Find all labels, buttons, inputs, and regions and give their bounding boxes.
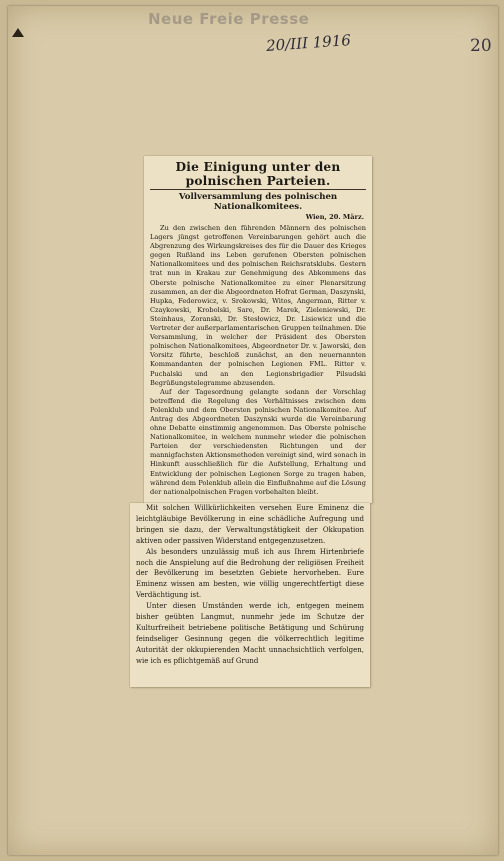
article-paragraph: Zu den zwischen den führenden Männern des polnischen Lagers jüngst getroffenen Vereinbarungen gehört auch die Abgrenzung des Wirkungskreises des für die Dauer des Krieges gegen Rußland ins Leben gerufenen Obersten polnischen Nationalkomitees und des polnischen Reichsratsklubs. Gestern trat nun in Krakau zur Genehmigung des Abkommens das Oberste polnische Nationalkomitee zu einer Plenarsitzung zusammen, an der die Abgeordneten Hofrat German, Daszynski, Hupka, Federowicz, v. Srokowski, Witos, Angerman, Ritter v. Czaykowski, Krobolski, Sare, Dr. Marek, Zieleniewski, Dr. Steinhaus, Zoranski, Dr. Stesłowicz, Dr. Lisiewicz und die Vertreter der außerparlamentarischen Gruppen teilnahmen. Die Versammlung, in welcher der Präsident des Obersten polnischen Nationalkomitees, Abgeordneter Dr. v. Jaworski, den Vorsitz führte, beschloß zunächst, an den neuernannten Kommandanten der polnischen Legionen FML. Ritter v. Puchalski und an den Legionsbrigadier Pilsudski Begrüßungstelegramme abzusenden. (150, 224, 366, 387)
newspaper-clipping-article (144, 156, 372, 503)
article-subheadline: Vollversammlung des polnischen Nationalkomitees. (178, 192, 338, 212)
article-paragraph: Unter diesen Umständen werde ich, entgegen meinem bisher geübten Langmut, nunmehr jede im Schutze der Kulturfreiheit betriebene politische Betätigung und Schürung feindseliger Gesinnung gegen die völkerrechtlich legitime Autorität der okkupierenden Macht unnachsichtlich verfolgen, wie ich es pflichtgemäß auf Grund (136, 602, 364, 665)
page-number: 20 (470, 36, 492, 56)
newspaper-clipping-continuation (130, 503, 370, 687)
article-headline: Die Einigung unter den polnischen Parteien. (175, 160, 341, 188)
newspaper-stamp: Neue Freie Presse (148, 10, 310, 28)
article-paragraph: Als besonders unzulässig muß ich aus Ihrem Hirtenbriefe noch die Anspielung auf die Bedrohung der religiösen Freiheit der Bevölkerung im besetzten Gebiete hervorheben. Eure Eminenz wissen am besten, wie völlig ungerechtfertigt diese Verdächtigung ist. (136, 547, 364, 600)
headline-divider (150, 189, 366, 190)
article-paragraph: Mit solchen Willkürlichkeiten versehen Eure Eminenz die leichtgläubige Bevölkerung in eine schädliche Aufregung und bringen sie dazu, der Verwaltungstätigkeit der Okkupation aktiven oder passiven Widerstand entgegenzusetzen. (136, 504, 364, 545)
article-paragraph: Auf der Tagesordnung gelangte sodann der Vorschlag betreffend die Regelung des Verhältnisses zwischen dem Polenklub und dem Obersten polnischen Nationalkomitee. Auf Antrag des Abgeordneten Daszynski wurde die Vereinbarung ohne Debatte einstimmig angenommen. Das Oberste polnische Nationalkomitee, in welchem nunmehr wieder die polnischen Parteien der verschiedensten Richtungen und der mannigfachsten Aktionsmethoden vereinigt sind, wird sonach in Hinkunft ausschließlich für die Aufstellung, Erhaltung und Entwicklung der polnischen Legionen Sorge zu tragen haben, während dem Polenklub allein die Einflußnahme auf die Lösung der nationalpolnischen Fragen vorbehalten bleibt. (150, 387, 366, 496)
article-dateline: Wien, 20. März. (305, 213, 364, 221)
archive-page (8, 6, 498, 855)
handwritten-date: 20/III 1916 (265, 31, 352, 55)
corner-mark-icon (12, 28, 24, 37)
